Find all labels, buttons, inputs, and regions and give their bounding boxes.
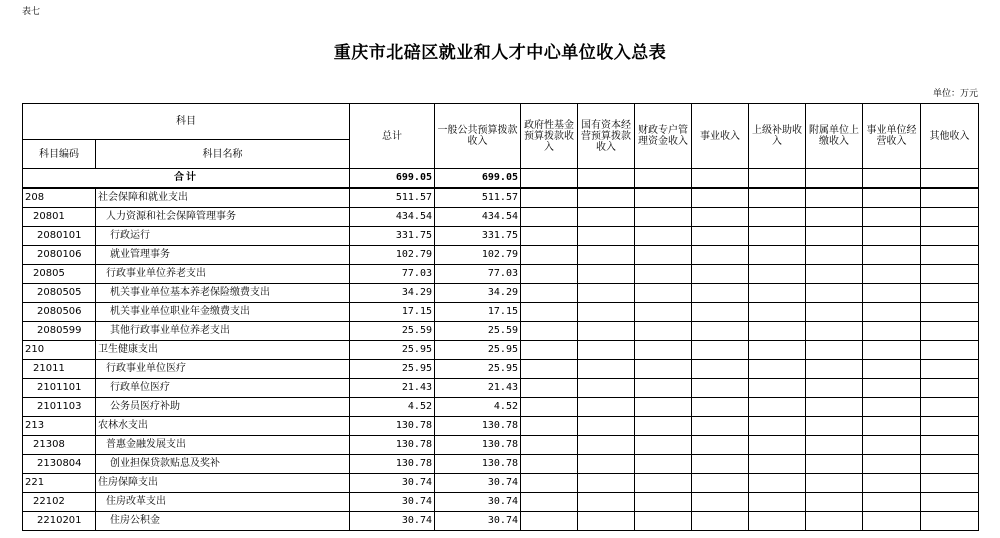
row-empty-cell [921, 398, 979, 417]
row-empty-cell [749, 455, 806, 474]
row-empty-cell [578, 227, 635, 246]
row-general-budget: 30.74 [435, 493, 521, 512]
row-empty-cell [921, 474, 979, 493]
row-empty-cell [578, 360, 635, 379]
total-general: 699.05 [435, 169, 521, 189]
row-general-budget: 25.95 [435, 360, 521, 379]
header-gov-fund: 政府性基金预算拨款收入 [521, 104, 578, 169]
row-general-budget: 102.79 [435, 246, 521, 265]
row-total: 77.03 [350, 265, 435, 284]
row-total: 25.59 [350, 322, 435, 341]
row-general-budget: 130.78 [435, 417, 521, 436]
row-general-budget: 30.74 [435, 474, 521, 493]
row-empty-cell [578, 493, 635, 512]
table-row [23, 455, 979, 474]
row-empty-cell [635, 455, 692, 474]
row-empty-cell [806, 265, 863, 284]
row-empty-cell [863, 227, 921, 246]
row-empty-cell [692, 227, 749, 246]
header-total: 总计 [350, 104, 435, 169]
row-empty-cell [521, 417, 578, 436]
row-empty-cell [806, 493, 863, 512]
row-name: 住房保障支出 [96, 474, 350, 493]
row-empty-cell [863, 188, 921, 208]
row-general-budget: 34.29 [435, 284, 521, 303]
row-code: 2080106 [23, 246, 96, 265]
row-empty-cell [806, 208, 863, 227]
row-empty-cell [863, 341, 921, 360]
row-empty-cell [521, 398, 578, 417]
row-general-budget: 130.78 [435, 455, 521, 474]
row-empty-cell [749, 303, 806, 322]
row-empty-cell [806, 379, 863, 398]
table-row [23, 360, 979, 379]
row-total: 4.52 [350, 398, 435, 417]
row-general-budget: 25.95 [435, 341, 521, 360]
row-empty-cell [863, 493, 921, 512]
row-total: 102.79 [350, 246, 435, 265]
row-empty-cell [692, 341, 749, 360]
header-general-budget: 一般公共预算拨款收入 [435, 104, 521, 169]
row-empty-cell [806, 417, 863, 436]
row-empty-cell [635, 474, 692, 493]
row-empty-cell [863, 474, 921, 493]
row-total: 25.95 [350, 341, 435, 360]
row-empty-cell [578, 455, 635, 474]
row-empty-cell [749, 188, 806, 208]
row-name: 卫生健康支出 [96, 341, 350, 360]
row-empty-cell [749, 208, 806, 227]
row-name: 人力资源和社会保障管理事务 [96, 208, 350, 227]
row-total: 17.15 [350, 303, 435, 322]
row-empty-cell [635, 417, 692, 436]
row-total: 130.78 [350, 436, 435, 455]
row-empty-cell [921, 493, 979, 512]
row-empty-cell [921, 188, 979, 208]
table-row [23, 436, 979, 455]
row-empty-cell [921, 284, 979, 303]
row-empty-cell [863, 303, 921, 322]
table-row [23, 322, 979, 341]
row-total: 30.74 [350, 493, 435, 512]
header-subject-name: 科目名称 [96, 140, 350, 169]
row-empty-cell [749, 512, 806, 531]
row-empty-cell [578, 265, 635, 284]
row-empty-cell [635, 512, 692, 531]
row-empty-cell [692, 188, 749, 208]
row-total: 34.29 [350, 284, 435, 303]
row-code: 2080506 [23, 303, 96, 322]
row-empty-cell [635, 284, 692, 303]
row-total: 25.95 [350, 360, 435, 379]
row-name: 创业担保贷款贴息及奖补 [96, 455, 350, 474]
row-empty-cell [692, 398, 749, 417]
total-sum: 699.05 [350, 169, 435, 189]
row-empty-cell [635, 493, 692, 512]
row-empty-cell [578, 208, 635, 227]
row-empty-cell [921, 360, 979, 379]
row-empty-cell [863, 512, 921, 531]
row-name: 机关事业单位基本养老保险缴费支出 [96, 284, 350, 303]
row-empty-cell [692, 322, 749, 341]
row-name: 行政事业单位养老支出 [96, 265, 350, 284]
row-empty-cell [921, 436, 979, 455]
row-empty-cell [921, 512, 979, 531]
row-total: 511.57 [350, 188, 435, 208]
row-empty-cell [635, 341, 692, 360]
row-empty-cell [635, 436, 692, 455]
row-empty-cell [692, 379, 749, 398]
row-general-budget: 434.54 [435, 208, 521, 227]
row-general-budget: 30.74 [435, 512, 521, 531]
row-empty-cell [635, 265, 692, 284]
row-empty-cell [578, 246, 635, 265]
row-code: 2080101 [23, 227, 96, 246]
row-total: 434.54 [350, 208, 435, 227]
table-row [23, 398, 979, 417]
row-code: 213 [23, 417, 96, 436]
row-empty-cell [921, 208, 979, 227]
row-general-budget: 511.57 [435, 188, 521, 208]
row-empty-cell [692, 208, 749, 227]
row-empty-cell [921, 341, 979, 360]
income-table [22, 103, 979, 531]
row-empty-cell [692, 474, 749, 493]
row-empty-cell [863, 208, 921, 227]
row-empty-cell [749, 379, 806, 398]
table-row [23, 246, 979, 265]
row-empty-cell [692, 246, 749, 265]
row-empty-cell [521, 246, 578, 265]
row-empty-cell [749, 474, 806, 493]
row-name: 机关事业单位职业年金缴费支出 [96, 303, 350, 322]
row-empty-cell [635, 303, 692, 322]
row-empty-cell [578, 379, 635, 398]
row-general-budget: 21.43 [435, 379, 521, 398]
table-row [23, 379, 979, 398]
row-empty-cell [635, 360, 692, 379]
row-empty-cell [692, 493, 749, 512]
row-empty-cell [921, 227, 979, 246]
page-title: 重庆市北碚区就业和人才中心单位收入总表 [333, 43, 667, 63]
row-empty-cell [521, 474, 578, 493]
row-empty-cell [578, 417, 635, 436]
table-number: 表七 [22, 7, 41, 17]
row-name: 行政事业单位医疗 [96, 360, 350, 379]
row-general-budget: 331.75 [435, 227, 521, 246]
row-total: 30.74 [350, 474, 435, 493]
table-row [23, 512, 979, 531]
row-empty-cell [806, 322, 863, 341]
header-other-income: 其他收入 [921, 104, 979, 169]
row-empty-cell [692, 265, 749, 284]
row-code: 22102 [23, 493, 96, 512]
header-superior-subsidy: 上级补助收入 [749, 104, 806, 169]
total-row [23, 169, 979, 189]
row-empty-cell [521, 360, 578, 379]
row-empty-cell [749, 322, 806, 341]
row-empty-cell [635, 379, 692, 398]
row-empty-cell [521, 227, 578, 246]
row-empty-cell [749, 493, 806, 512]
row-code: 2130804 [23, 455, 96, 474]
row-empty-cell [578, 322, 635, 341]
row-empty-cell [749, 436, 806, 455]
row-empty-cell [578, 303, 635, 322]
row-code: 2101101 [23, 379, 96, 398]
row-empty-cell [521, 265, 578, 284]
row-empty-cell [521, 303, 578, 322]
row-empty-cell [921, 303, 979, 322]
row-empty-cell [749, 360, 806, 379]
row-empty-cell [635, 398, 692, 417]
row-empty-cell [863, 436, 921, 455]
row-empty-cell [521, 341, 578, 360]
row-empty-cell [749, 417, 806, 436]
row-empty-cell [921, 265, 979, 284]
table-row [23, 341, 979, 360]
row-empty-cell [635, 322, 692, 341]
row-empty-cell [635, 227, 692, 246]
table-row [23, 474, 979, 493]
row-code: 2101103 [23, 398, 96, 417]
row-empty-cell [635, 188, 692, 208]
row-name: 住房公积金 [96, 512, 350, 531]
row-empty-cell [806, 474, 863, 493]
row-name: 住房改革支出 [96, 493, 350, 512]
row-empty-cell [863, 455, 921, 474]
row-empty-cell [806, 360, 863, 379]
row-empty-cell [863, 379, 921, 398]
row-code: 20801 [23, 208, 96, 227]
table-row [23, 208, 979, 227]
row-empty-cell [521, 188, 578, 208]
table-row [23, 493, 979, 512]
table-row [23, 227, 979, 246]
row-empty-cell [749, 265, 806, 284]
row-empty-cell [806, 512, 863, 531]
row-name: 行政运行 [96, 227, 350, 246]
table-row [23, 265, 979, 284]
row-general-budget: 17.15 [435, 303, 521, 322]
row-empty-cell [578, 341, 635, 360]
row-empty-cell [921, 322, 979, 341]
row-code: 2080505 [23, 284, 96, 303]
row-empty-cell [521, 322, 578, 341]
row-empty-cell [692, 284, 749, 303]
row-total: 130.78 [350, 455, 435, 474]
row-empty-cell [578, 436, 635, 455]
header-business-income: 事业收入 [692, 104, 749, 169]
row-empty-cell [806, 188, 863, 208]
row-total: 331.75 [350, 227, 435, 246]
row-name: 普惠金融发展支出 [96, 436, 350, 455]
row-empty-cell [578, 474, 635, 493]
header-operating-income: 事业单位经营收入 [863, 104, 921, 169]
row-empty-cell [921, 417, 979, 436]
row-empty-cell [692, 436, 749, 455]
row-name: 社会保障和就业支出 [96, 188, 350, 208]
table-row [23, 417, 979, 436]
row-empty-cell [521, 284, 578, 303]
row-general-budget: 77.03 [435, 265, 521, 284]
row-empty-cell [521, 208, 578, 227]
row-empty-cell [806, 284, 863, 303]
row-empty-cell [921, 246, 979, 265]
row-empty-cell [692, 360, 749, 379]
row-empty-cell [749, 398, 806, 417]
table-row [23, 188, 979, 208]
row-empty-cell [692, 303, 749, 322]
total-label: 合计 [23, 169, 350, 189]
row-empty-cell [578, 284, 635, 303]
row-empty-cell [806, 436, 863, 455]
row-empty-cell [921, 379, 979, 398]
row-name: 行政单位医疗 [96, 379, 350, 398]
row-name: 其他行政事业单位养老支出 [96, 322, 350, 341]
row-empty-cell [749, 341, 806, 360]
row-code: 2080599 [23, 322, 96, 341]
row-empty-cell [692, 512, 749, 531]
row-general-budget: 25.59 [435, 322, 521, 341]
row-code: 21308 [23, 436, 96, 455]
row-code: 21011 [23, 360, 96, 379]
row-empty-cell [921, 455, 979, 474]
table-row [23, 303, 979, 322]
row-name: 就业管理事务 [96, 246, 350, 265]
row-empty-cell [635, 208, 692, 227]
row-code: 221 [23, 474, 96, 493]
row-empty-cell [635, 246, 692, 265]
row-empty-cell [749, 246, 806, 265]
row-empty-cell [806, 455, 863, 474]
row-empty-cell [521, 436, 578, 455]
row-empty-cell [749, 284, 806, 303]
unit-label: 单位：万元 [932, 89, 978, 99]
header-affiliated-income: 附属单位上缴收入 [806, 104, 863, 169]
row-code: 20805 [23, 265, 96, 284]
row-empty-cell [863, 322, 921, 341]
row-name: 公务员医疗补助 [96, 398, 350, 417]
row-empty-cell [806, 341, 863, 360]
row-empty-cell [578, 398, 635, 417]
row-empty-cell [863, 246, 921, 265]
header-special-fund: 财政专户管理资金收入 [635, 104, 692, 169]
row-empty-cell [863, 284, 921, 303]
row-empty-cell [806, 246, 863, 265]
row-empty-cell [863, 265, 921, 284]
row-empty-cell [749, 227, 806, 246]
row-empty-cell [521, 379, 578, 398]
row-empty-cell [863, 398, 921, 417]
row-empty-cell [806, 398, 863, 417]
header-state-capital: 国有资本经营预算拨款收入 [578, 104, 635, 169]
row-name: 农林水支出 [96, 417, 350, 436]
row-empty-cell [521, 493, 578, 512]
row-empty-cell [692, 417, 749, 436]
row-code: 2210201 [23, 512, 96, 531]
row-total: 30.74 [350, 512, 435, 531]
row-empty-cell [863, 417, 921, 436]
row-total: 130.78 [350, 417, 435, 436]
row-code: 210 [23, 341, 96, 360]
header-subject: 科目 [23, 104, 350, 140]
table-row [23, 284, 979, 303]
row-empty-cell [578, 188, 635, 208]
row-code: 208 [23, 188, 96, 208]
row-total: 21.43 [350, 379, 435, 398]
header-subject-code: 科目编码 [23, 140, 96, 169]
row-empty-cell [521, 455, 578, 474]
row-empty-cell [692, 455, 749, 474]
row-empty-cell [521, 512, 578, 531]
row-general-budget: 130.78 [435, 436, 521, 455]
row-empty-cell [806, 303, 863, 322]
row-empty-cell [806, 227, 863, 246]
row-empty-cell [863, 360, 921, 379]
row-general-budget: 4.52 [435, 398, 521, 417]
row-empty-cell [578, 512, 635, 531]
